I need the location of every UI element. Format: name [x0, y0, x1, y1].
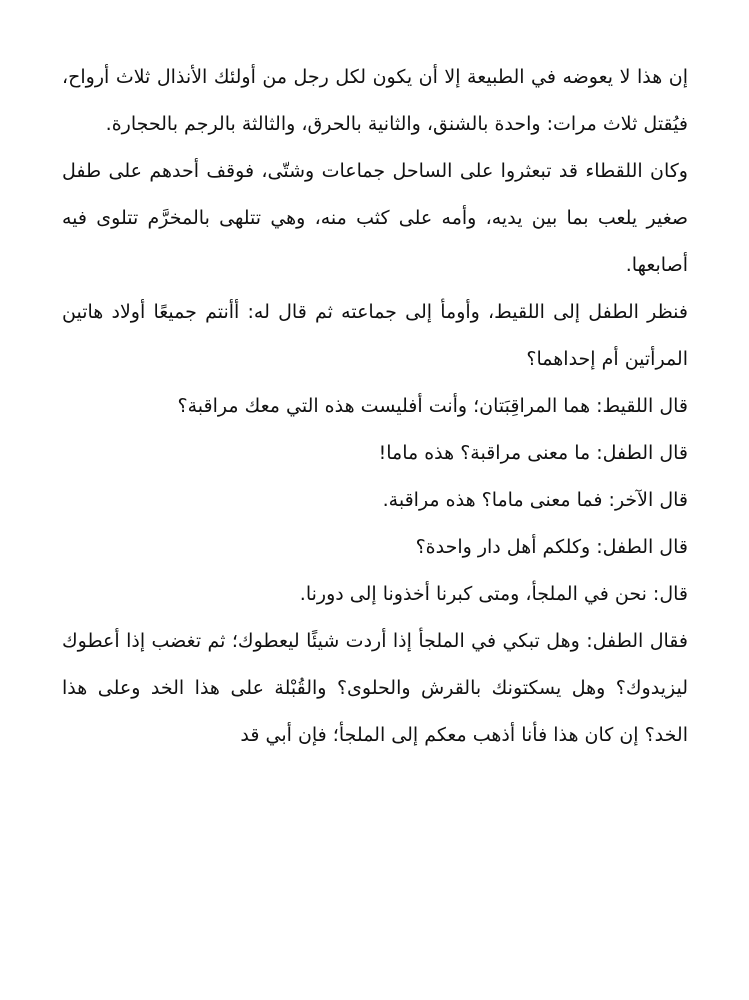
paragraph-3: فنظر الطفل إلى اللقيط، وأومأ إلى جماعته ثم قال له: أأنتم جميعًا أولاد هاتين المرأتين أم إحداهما؟ [62, 301, 688, 370]
paragraph-1: إن هذا لا يعوضه في الطبيعة إلا أن يكون لكل رجل من أولئك الأنذال ثلاث أرواح، فيُقتل ثلاث مرات: واحدة بالشنق، والثانية بالحرق، والثالثة بالرجم بالحجارة. [62, 66, 688, 135]
paragraph-9: فقال الطفل: وهل تبكي في الملجأ إذا أردت شيئًا ليعطوك؛ ثم تغضب إذا أعطوك ليزيدوك؟ وهل يسكتونك بالقرش والحلوى؟ والقُبْلة على هذا الخد وعلى هذا الخد؟ إن كان هذا فأنا أذهب معكم إلى الملجأ؛ فإن أبي قد [62, 630, 688, 746]
paragraph-2: وكان اللقطاء قد تبعثروا على الساحل جماعات وشتّى، فوقف أحدهم على طفل صغير يلعب بما بين يديه، وأمه على كثب منه، وهي تتلهى بالمخرَّم تتلوى فيه أصابعها. [62, 160, 688, 276]
document-page [62, 54, 688, 759]
paragraph-6: قال الآخر: فما معنى ماما؟ هذه مراقبة. [382, 489, 688, 511]
paragraph-4: قال اللقيط: هما المراقِبَتان؛ وأنت أفليست هذه التي معك مراقبة؟ [177, 395, 688, 417]
paragraph-7: قال الطفل: وكلكم أهل دار واحدة؟ [415, 536, 688, 558]
paragraph-5: قال الطفل: ما معنى مراقبة؟ هذه ماما! [378, 442, 688, 464]
paragraph-8: قال: نحن في الملجأ، ومتى كبرنا أخذونا إلى دورنا. [299, 583, 688, 605]
